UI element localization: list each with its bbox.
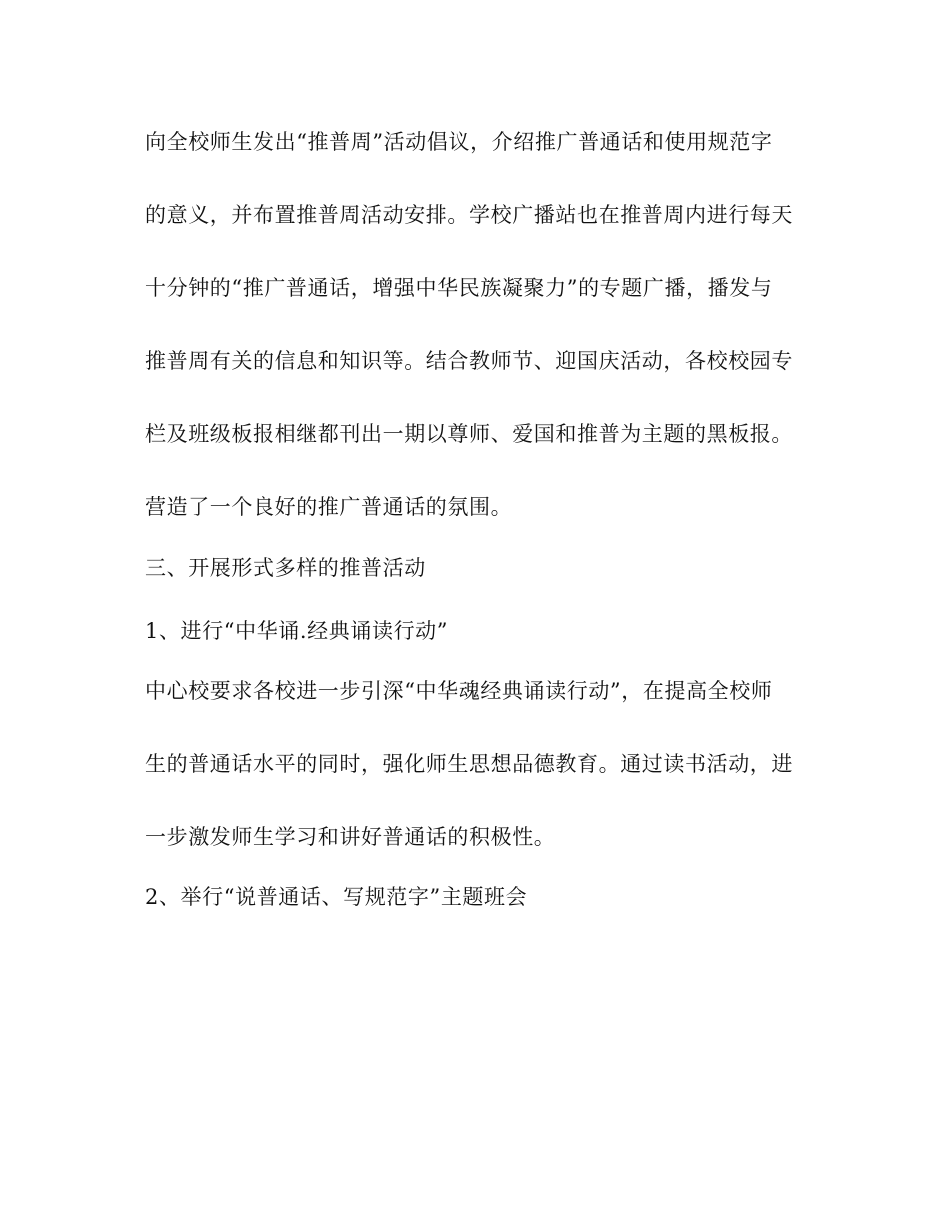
paragraph-line: 十分钟的“推广普通话，增强中华民族凝聚力”的专题广播，播发与 — [145, 276, 773, 300]
paragraph-line: 一步激发师生学习和讲好普通话的积极性。 — [145, 825, 556, 849]
section-heading: 三、开展形式多样的推普活动 — [145, 556, 426, 580]
paragraph-line: 生的普通话水平的同时，强化师生思想品德教育。通过读书活动，进 — [145, 752, 793, 776]
paragraph-line: 的意义，并布置推普周活动安排。学校广播站也在推普周内进行每天 — [145, 203, 793, 227]
paragraph-line: 向全校师生发出“推普周”活动倡议，介绍推广普通话和使用规范字 — [145, 130, 773, 154]
subsection-heading: 1、进行“中华诵.经典诵读行动” — [145, 619, 449, 643]
paragraph-line: 中心校要求各校进一步引深“中华魂经典诵读行动”，在提高全校师 — [145, 679, 773, 703]
paragraph-line: 栏及班级板报相继都刊出一期以尊师、爱国和推普为主题的黑板报。 — [145, 422, 793, 446]
paragraph-line: 营造了一个良好的推广普通话的氛围。 — [145, 495, 513, 519]
paragraph-line: 推普周有关的信息和知识等。结合教师节、迎国庆活动，各校校园专 — [145, 349, 793, 373]
subsection-heading: 2、举行“说普通话、写规范字”主题班会 — [145, 885, 528, 909]
